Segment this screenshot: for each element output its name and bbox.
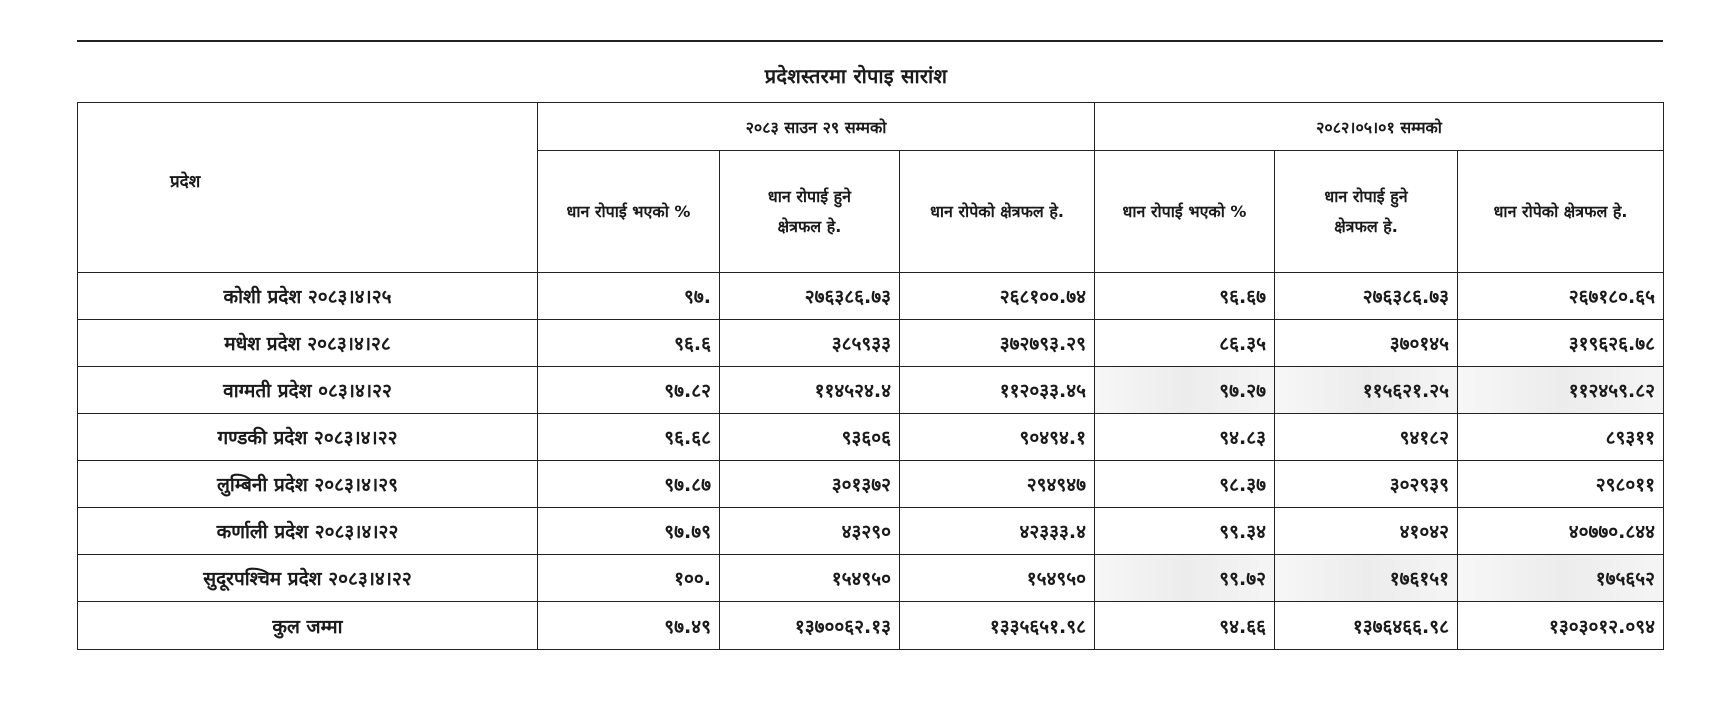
- table-row: [78, 461, 1664, 508]
- table-row: [78, 273, 1664, 320]
- cur-planted-cell: २९४९४७: [900, 461, 1095, 508]
- cur-percent-cell: ९७.८२: [538, 367, 720, 414]
- table-row: [78, 414, 1664, 461]
- total-prev-percent: ९४.६६: [1095, 602, 1275, 650]
- top-divider-line: [77, 40, 1663, 42]
- cur-planted-cell: ३७२७९३.२९: [900, 320, 1095, 367]
- header-prev-plantable-area: [1275, 151, 1458, 273]
- prev-percent-cell: ९९.३४: [1095, 508, 1275, 555]
- header-province: प्रदेश: [78, 103, 538, 273]
- header-prev-planted-percent: धान रोपाई भएको %: [1095, 151, 1275, 273]
- prev-plantable-cell: ३७०१४५: [1275, 320, 1458, 367]
- header-prev-planted-area: धान रोपेको क्षेत्रफल हे.: [1458, 151, 1664, 273]
- prev-percent-cell: ९६.६७: [1095, 273, 1275, 320]
- cur-plantable-cell: ४३२९०: [720, 508, 900, 555]
- province-name: वाग्मती प्रदेश ०८३।४।२२: [78, 367, 538, 414]
- cur-percent-cell: ९७.७९: [538, 508, 720, 555]
- cur-planted-cell: ९०४९४.१: [900, 414, 1095, 461]
- cur-plantable-cell: २७६३८६.७३: [720, 273, 900, 320]
- cur-plantable-cell: ३८५९३३: [720, 320, 900, 367]
- header-group-current: २०८३ साउन २९ सम्मको: [538, 103, 1095, 151]
- prev-planted-cell: १७५६५२: [1458, 555, 1664, 602]
- header-group-previous: २०८२।०५।०१ सम्मको: [1095, 103, 1664, 151]
- prev-plantable-cell: २७६३८६.७३: [1275, 273, 1458, 320]
- prev-percent-cell: ९८.३७: [1095, 461, 1275, 508]
- total-cur-plantable: १३७००६२.१३: [720, 602, 900, 650]
- prev-plantable-cell: ११५६२१.२५: [1275, 367, 1458, 414]
- cur-plantable-cell: ११४५२४.४: [720, 367, 900, 414]
- table-row: [78, 555, 1664, 602]
- cur-planted-cell: २६८१००.७४: [900, 273, 1095, 320]
- province-planting-summary-table: [77, 102, 1664, 650]
- prev-plantable-cell: ९४१८२: [1275, 414, 1458, 461]
- cur-percent-cell: ९६.६: [538, 320, 720, 367]
- province-name: गण्डकी प्रदेश २०८३।४।२२: [78, 414, 538, 461]
- header-cur-plantable-line2: क्षेत्रफल हे.: [777, 216, 842, 236]
- prev-plantable-cell: ३०२९३९: [1275, 461, 1458, 508]
- header-cur-plantable-line1: धान रोपाई हुने: [767, 186, 852, 206]
- total-prev-planted: १३०३०१२.०९४: [1458, 602, 1664, 650]
- province-name: लुम्बिनी प्रदेश २०८३।४।२९: [78, 461, 538, 508]
- prev-percent-cell: ८६.३५: [1095, 320, 1275, 367]
- cur-percent-cell: ९७.: [538, 273, 720, 320]
- cur-planted-cell: ४२३३३.४: [900, 508, 1095, 555]
- prev-percent-cell: ९४.८३: [1095, 414, 1275, 461]
- prev-planted-cell: ४०७७०.८४४: [1458, 508, 1664, 555]
- total-label: कुल जम्मा: [78, 602, 538, 650]
- cur-planted-cell: १५४९५०: [900, 555, 1095, 602]
- prev-planted-cell: ३१९६२६.७८: [1458, 320, 1664, 367]
- table-row: [78, 508, 1664, 555]
- total-cur-percent: ९७.४९: [538, 602, 720, 650]
- total-row: [78, 602, 1664, 650]
- province-name: कोशी प्रदेश २०८३।४।२५: [78, 273, 538, 320]
- prev-planted-cell: २९८०११: [1458, 461, 1664, 508]
- prev-plantable-cell: १७६१५१: [1275, 555, 1458, 602]
- prev-planted-cell: ८९३११: [1458, 414, 1664, 461]
- province-name: सुदूरपश्चिम प्रदेश २०८३।४।२२: [78, 555, 538, 602]
- total-cur-planted: १३३५६५१.९८: [900, 602, 1095, 650]
- prev-planted-cell: २६७१८०.६५: [1458, 273, 1664, 320]
- cur-plantable-cell: ३०१३७२: [720, 461, 900, 508]
- prev-percent-cell: ९७.२७: [1095, 367, 1275, 414]
- prev-plantable-cell: ४१०४२: [1275, 508, 1458, 555]
- cur-percent-cell: ९६.६८: [538, 414, 720, 461]
- header-prev-plantable-line1: धान रोपाई हुने: [1324, 186, 1408, 206]
- cur-percent-cell: १००.: [538, 555, 720, 602]
- cur-plantable-cell: १५४९५०: [720, 555, 900, 602]
- total-prev-plantable: १३७६४६६.९८: [1275, 602, 1458, 650]
- cur-planted-cell: ११२०३३.४५: [900, 367, 1095, 414]
- table-row: [78, 367, 1664, 414]
- header-prev-plantable-line2: क्षेत्रफल हे.: [1334, 216, 1398, 236]
- cur-plantable-cell: ९३६०६: [720, 414, 900, 461]
- header-cur-planted-percent: धान रोपाई भएको %: [538, 151, 720, 273]
- document-title: प्रदेशस्तरमा रोपाइ सारांश: [764, 64, 948, 88]
- province-name: मधेश प्रदेश २०८३।४।२८: [78, 320, 538, 367]
- header-cur-plantable-area: [720, 151, 900, 273]
- header-cur-planted-area: धान रोपेको क्षेत्रफल हे.: [900, 151, 1095, 273]
- prev-percent-cell: ९९.७२: [1095, 555, 1275, 602]
- cur-percent-cell: ९७.८७: [538, 461, 720, 508]
- header-group-row: [78, 103, 1664, 151]
- prev-planted-cell: ११२४५९.८२: [1458, 367, 1664, 414]
- province-name: कर्णाली प्रदेश २०८३।४।२२: [78, 508, 538, 555]
- table-row: [78, 320, 1664, 367]
